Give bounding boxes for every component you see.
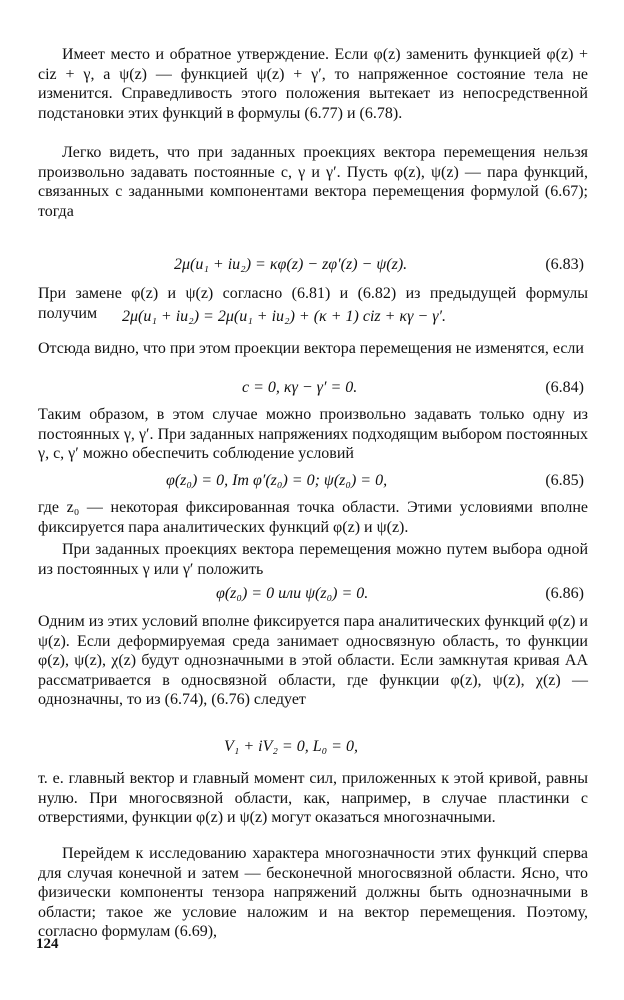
equation-displacement-sum xyxy=(38,306,588,328)
page-number: 124 xyxy=(36,936,59,952)
equation-6-83-expression: 2μ(u₁ + iu₂) = κφ(z) − zφ′(z) − ψ(z). xyxy=(174,256,408,273)
equation-main-vector-moment-expression: V₁ + iV₂ = 0, L₀ = 0, xyxy=(224,738,358,755)
equation-6-83 xyxy=(38,254,588,276)
paragraph-2: Легко видеть, что при заданных проекциях вектора перемещения нельзя произвольно задавать постоянные c, γ и γ′. Пусть φ(z), ψ(z) — пара функций, связанных с заданными компонентами вектора перемещения формулой (6.67); тогда xyxy=(38,144,588,220)
paragraph-3: При замене φ(z) и ψ(z) согласно (6.81) и (6.82) из предыдущей формулы получим xyxy=(38,285,588,322)
equation-main-vector-moment xyxy=(38,736,588,758)
equation-6-86 xyxy=(38,583,588,605)
equation-6-85 xyxy=(38,470,588,492)
equation-6-85-expression: φ(z₀) = 0, Im φ′(z₀) = 0; ψ(z₀) = 0, xyxy=(166,472,388,489)
equation-6-86-number: (6.86) xyxy=(545,585,584,602)
equation-6-84-number: (6.84) xyxy=(545,379,584,396)
equation-6-84 xyxy=(38,377,588,399)
equation-displacement-sum-expression: 2μ(u₁ + iu₂) = 2μ(u₁ + iu₂) + (κ + 1) ciz + κγ − γ′. xyxy=(122,308,446,325)
paragraph-4: Отсюда видно, что при этом проекции вектора перемещения не изменятся, если xyxy=(38,340,584,357)
paragraph-6: где z₀ — некоторая фиксированная точка области. Этими условиями вполне фиксируется пара аналитических функций φ(z) и ψ(z). xyxy=(38,499,588,536)
paragraph-8: Одним из этих условий вполне фиксируется пара аналитических функций φ(z) и ψ(z). Если деформируемая среда занимает односвязную область, то функции φ(z), ψ(z), χ(z) будут однозначными в этой области. Если замкнутая кривая AA рассматривается в односвязной области, где функции φ(z), ψ(z), χ(z) — однозначны, то из (6.74), (6.76) следует xyxy=(38,613,588,709)
paragraph-10: Перейдем к исследованию характера многозначности этих функций сперва для случая конечной и затем — бесконечной многосвязной области. Ясно, что физически компоненты тензора напряжений должны быть однозначными в области; такое же условие наложим и на вектор перемещения. Поэтому, согласно формулам (6.69), xyxy=(38,845,588,941)
paragraph-1: Имеет место и обратное утверждение. Если φ(z) заменить функцией φ(z) + ciz + γ, а ψ(z) — функцией ψ(z) + γ′, то напряженное состояние тела не изменится. Справедливость этого положения вытекает из непосредственной подстановки этих функций в формулы (6.77) и (6.78). xyxy=(38,46,588,122)
paragraph-9: т. е. главный вектор и главный момент сил, приложенных к этой кривой, равны нулю. При многосвязной области, как, например, в случае пластинки с отверстиями, функции φ(z) и ψ(z) могут оказаться многозначными. xyxy=(38,770,588,827)
paragraph-7: При заданных проекциях вектора перемещения можно путем выбора одной из постоянных γ или γ′ положить xyxy=(38,541,588,578)
paragraph-5: Таким образом, в этом случае можно произвольно задавать только одну из постоянных γ, γ′. При заданных напряжениях подходящим выбором постоянных γ, c, γ′ можно обеспечить соблюдение условий xyxy=(38,406,588,463)
equation-6-85-number: (6.85) xyxy=(545,472,584,489)
equation-6-84-expression: c = 0, κγ − γ′ = 0. xyxy=(242,379,358,396)
equation-6-86-expression: φ(z₀) = 0 или ψ(z₀) = 0. xyxy=(216,585,369,602)
equation-6-83-number: (6.83) xyxy=(545,256,584,273)
